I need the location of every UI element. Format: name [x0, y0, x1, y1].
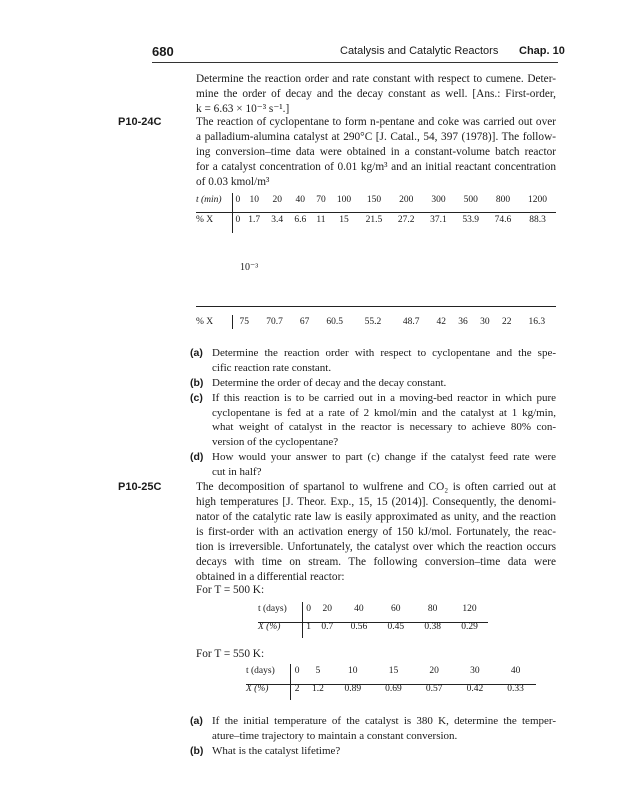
table-cell: 42: [436, 317, 446, 327]
text-line: decays with time on stream. The following conversion–time data were: [196, 556, 556, 568]
table-cell: 60.5: [326, 317, 343, 327]
table-cell: 88.3: [529, 215, 546, 225]
table-row-time: [258, 602, 488, 616]
table-cell: 48.7: [402, 317, 420, 327]
table-cell: 0: [233, 207, 243, 233]
table-cell: 1.7: [248, 215, 261, 225]
question-label: (a): [190, 347, 203, 359]
text-line: obtained in a differential reactor:: [196, 571, 345, 583]
table-cell: 0.69: [385, 684, 402, 694]
table-cell: 1200: [528, 195, 548, 205]
table-cell: 53.9: [462, 215, 480, 225]
table-cell: 30: [480, 317, 490, 327]
table-cell: 800: [495, 195, 511, 205]
question-a: [190, 714, 556, 743]
table-cell: 150: [366, 195, 382, 205]
conversion-table-continued: [196, 315, 556, 329]
text-line: cific reaction rate constant.: [212, 361, 332, 374]
condition-500k: For T = 500 K:: [196, 584, 265, 596]
table-cell: 5: [315, 666, 321, 676]
text-line: is first-order with an activation energy of 150 kJ/mol. Fortunately, the reac-: [196, 526, 556, 538]
table-cell: 0.29: [461, 622, 478, 632]
running-head-chapter: Chap. 10: [519, 45, 565, 57]
text-line: How would your answer to part (c) change if the catalyst feed rate were: [212, 451, 556, 463]
table-cell: 60: [391, 604, 401, 614]
question-label: (d): [190, 451, 204, 463]
table-cell: 0: [291, 664, 304, 678]
row-header: t (days): [258, 604, 287, 614]
text-line: Determine the reaction order and rate constant with respect to cumene. Deter-: [196, 73, 556, 85]
row-header: t (min): [196, 195, 222, 205]
table-cell: 1: [303, 616, 315, 638]
table-cell: 300: [431, 195, 446, 205]
text-line: If the initial temperature of the catalyst is 380 K, determine the temper-: [212, 715, 556, 727]
text-line: The reaction of cyclopentane to form n-pentane and coke was carried out over: [196, 116, 556, 128]
table-cell: 55.2: [364, 317, 382, 327]
question-label: (b): [190, 377, 204, 389]
row-header: X (%): [258, 622, 281, 632]
table-cell: 0.7: [321, 622, 334, 632]
text-line: for a catalyst concentration of 0.01 kg/m³ and an initial reactant concentration: [196, 161, 556, 173]
table-cell: 0.57: [425, 684, 443, 694]
table-cell: 20: [429, 666, 439, 676]
table-cell: 6.6: [294, 215, 307, 225]
text-line: If this reaction is to be carried out in a moving-bed reactor in which pure: [212, 392, 556, 404]
table-cell: 20: [272, 195, 282, 205]
table-cell: 37.1: [430, 215, 447, 225]
data-table-550k: [246, 664, 536, 700]
text-line: Determine the reaction order with respect to cyclopentane and the spe-: [212, 347, 556, 359]
table-cell: 0: [303, 602, 315, 616]
text-line: tion is irreversible. Unfortunately, the catalyst over which the reaction occurs: [196, 541, 556, 553]
table-cell: 0.45: [387, 622, 405, 632]
problem-p10-25-statement: [196, 480, 556, 585]
table-cell: 0.33: [507, 684, 524, 694]
data-table-500k: [258, 602, 488, 638]
table-cell: 22: [501, 317, 512, 327]
page-number: 680: [152, 44, 174, 59]
table-cell: 200: [399, 195, 414, 205]
text-line: version of the cyclopentane?: [212, 435, 339, 448]
table-cell: 40: [295, 195, 305, 205]
table-cell: 75: [233, 315, 256, 329]
table-cell: 70: [316, 195, 326, 205]
table-cell: 0.56: [350, 622, 368, 632]
table-row-conversion: [196, 315, 556, 329]
question-c: [190, 391, 556, 449]
table-cell: 15: [388, 666, 399, 676]
table-row-time: [196, 193, 556, 207]
text-line: ature–time trajectory to maintain a constant conversion.: [212, 729, 458, 742]
table-cell: 70.7: [266, 317, 283, 327]
table-cell: 67: [299, 317, 310, 327]
table-cell: 20: [322, 604, 333, 614]
table-cell: 10: [348, 666, 358, 676]
question-label: (c): [190, 392, 203, 404]
exponent-label: 10⁻³: [240, 262, 259, 273]
table-row-conversion: [258, 616, 488, 638]
text-line: ing conversion–time data were obtained in a constant-volume batch reactor: [196, 146, 556, 158]
text-line: of 0.03 kmol/m³: [196, 176, 270, 188]
header-divider: [152, 62, 558, 63]
question-a: [190, 346, 556, 375]
table-cell: 1.2: [311, 684, 324, 694]
question-b: [190, 744, 556, 759]
table-cell: 0: [233, 193, 243, 207]
table-row-time: [246, 664, 536, 678]
text-line: a palladium-alumina catalyst at 290°C [J. Catal., 54, 397 (1978)]. The follow-: [196, 131, 556, 143]
running-head-section: Catalysis and Catalytic Reactors: [340, 45, 499, 57]
table-cell: 74.6: [494, 215, 512, 225]
table-cell: 30: [470, 666, 480, 676]
text-line: cyclopentane is fed at a rate of 2 kmol/min and the catalyst at 1 kg/min,: [212, 406, 556, 419]
table-cell: 80: [427, 604, 438, 614]
table-cell: 16.3: [528, 317, 546, 327]
row-header: % X: [196, 215, 214, 225]
question-b: [190, 376, 556, 391]
previous-problem-continuation: [196, 72, 556, 117]
question-d: [190, 450, 556, 479]
condition-550k: For T = 550 K:: [196, 648, 265, 660]
text-line: mine the order of decay and the decay constant as well. [Ans.: First-order,: [196, 88, 556, 100]
text-line: k = 6.63 × 10⁻³ s⁻¹.]: [196, 103, 290, 115]
conversion-time-table: [196, 193, 556, 233]
table-cell: 0.42: [466, 684, 484, 694]
text-line: cut in half?: [212, 465, 262, 478]
text-line: What is the catalyst lifetime?: [212, 745, 341, 757]
question-label: (a): [190, 715, 203, 727]
table-cell: 100: [336, 195, 352, 205]
text-line: The decomposition of spartanol to wulfrene and CO₂ is often carried out at: [196, 481, 556, 493]
text-line: Determine the order of decay and the decay constant.: [212, 377, 447, 389]
table-cell: 0.38: [424, 622, 441, 632]
table-cell: 3.4: [271, 215, 284, 225]
row-header: t (days): [246, 666, 275, 676]
table-cell: 36: [458, 317, 468, 327]
table-cell: 40: [354, 604, 364, 614]
table-cell: 2: [291, 678, 304, 700]
problem-p10-24-statement: [196, 115, 556, 190]
row-header: X (%): [246, 684, 269, 694]
problem-label-p10-25: P10-25C: [118, 481, 162, 493]
table-cell: 27.2: [397, 215, 415, 225]
table-cell: 500: [463, 195, 478, 205]
question-label: (b): [190, 745, 204, 757]
text-line: nator of the catalytic rate law is easily approximated as unity, and the reaction: [196, 511, 556, 523]
text-line: high temperatures [J. Theor. Exp., 15, 15 (2014)]. Consequently, the denomi-: [196, 496, 556, 508]
table-cell: 11: [316, 215, 326, 225]
table-cell: 40: [510, 666, 521, 676]
row-header: % X: [196, 317, 214, 327]
table-row-conversion: [246, 678, 536, 700]
text-line: what weight of catalyst in the reactor is necessary to achieve 80% con-: [212, 421, 556, 433]
table-cell: 120: [462, 604, 477, 614]
table-cell: 0.89: [344, 684, 362, 694]
table-cell: 21.5: [365, 215, 383, 225]
table-rule: [196, 306, 556, 307]
problem-label-p10-24: P10-24C: [118, 116, 162, 128]
table-row-conversion: [196, 207, 556, 233]
table-cell: 10: [249, 195, 259, 205]
table-cell: 15: [339, 215, 349, 225]
